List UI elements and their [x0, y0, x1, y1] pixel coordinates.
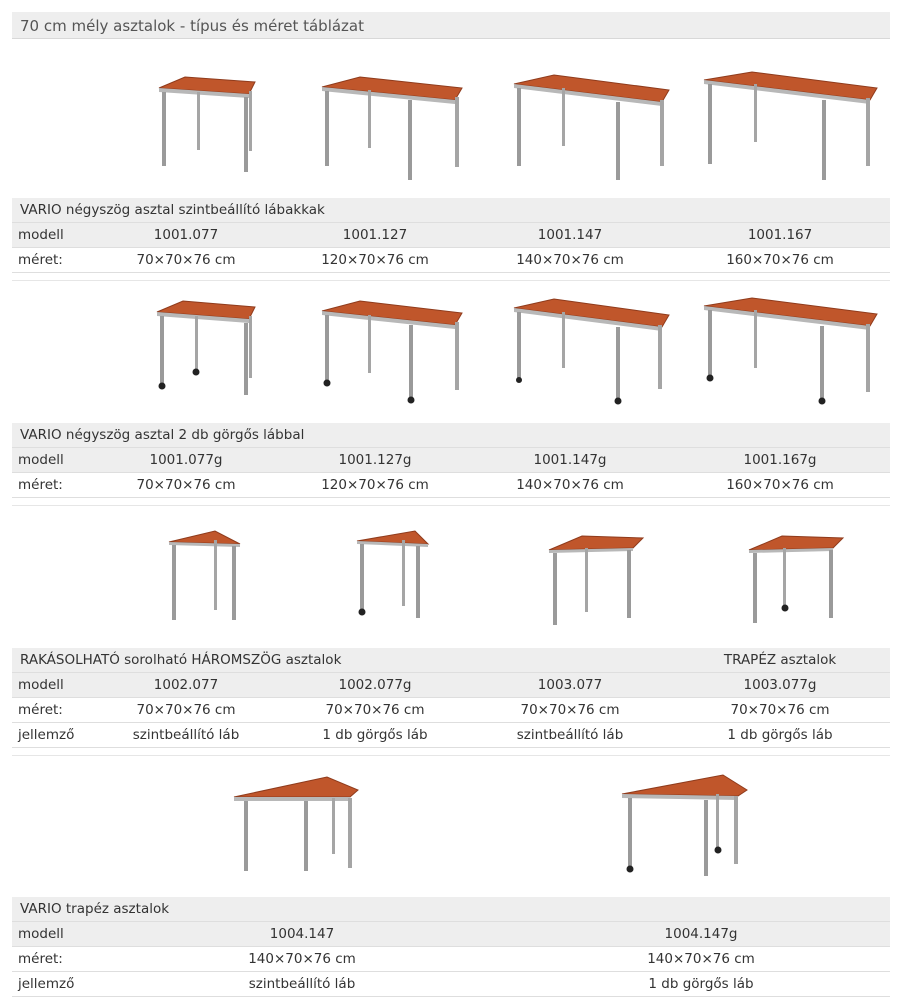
section-header-right: TRAPÉZ asztalok: [670, 648, 890, 673]
feature-cell: szintbeállító láb: [92, 723, 280, 748]
table-image-1001-077g: [155, 296, 267, 401]
table-image-1001-167: [702, 70, 882, 182]
size-cell: 160×70×76 cm: [670, 248, 890, 273]
table-image-1003-077: [547, 528, 647, 628]
model-cell: 1001.147: [470, 223, 670, 248]
section-header: VARIO négyszög asztal 2 db görgős lábbal: [12, 423, 890, 448]
size-cell: 140×70×76 cm: [470, 248, 670, 273]
row-label-size: méret:: [12, 248, 92, 273]
page-title: 70 cm mély asztalok - típus és méret táblázat: [12, 12, 890, 39]
section-4-images: [12, 772, 890, 882]
size-cell: 70×70×76 cm: [280, 698, 470, 723]
feature-cell: szintbeállító láb: [470, 723, 670, 748]
model-cell: 1003.077g: [670, 673, 890, 698]
feature-cell: 1 db görgős láb: [670, 723, 890, 748]
size-cell: 70×70×76 cm: [470, 698, 670, 723]
size-cell: 140×70×76 cm: [512, 947, 890, 972]
size-cell: 70×70×76 cm: [670, 698, 890, 723]
table-image-1001-127: [320, 70, 465, 182]
model-cell: 1001.077: [92, 223, 280, 248]
model-cell: 1001.127: [280, 223, 470, 248]
section-1-table: [12, 198, 890, 281]
row-label-size: méret:: [12, 473, 92, 498]
size-cell: 70×70×76 cm: [92, 473, 280, 498]
model-cell: 1001.077g: [92, 448, 280, 473]
table-image-1002-077g: [355, 528, 435, 623]
table-image-1004-147g: [620, 772, 750, 882]
section-2-table: [12, 423, 890, 506]
size-cell: 120×70×76 cm: [280, 473, 470, 498]
size-cell: 140×70×76 cm: [92, 947, 512, 972]
row-label-size: méret:: [12, 947, 92, 972]
size-cell: 140×70×76 cm: [470, 473, 670, 498]
size-cell: 120×70×76 cm: [280, 248, 470, 273]
model-cell: 1001.127g: [280, 448, 470, 473]
model-cell: 1002.077g: [280, 673, 470, 698]
model-cell: 1003.077: [470, 673, 670, 698]
table-image-1002-077: [167, 528, 247, 623]
model-cell: 1001.147g: [470, 448, 670, 473]
section-header-left: RAKÁSOLHATÓ sorolható HÁROMSZÖG asztalok: [12, 648, 670, 673]
table-image-1001-147: [512, 70, 672, 182]
size-cell: 160×70×76 cm: [670, 473, 890, 498]
row-label-model: modell: [12, 673, 92, 698]
table-image-1001-147g: [512, 296, 672, 408]
table-image-1003-077g: [747, 528, 847, 628]
model-cell: 1001.167: [670, 223, 890, 248]
feature-cell: 1 db görgős láb: [512, 972, 890, 997]
size-cell: 70×70×76 cm: [92, 698, 280, 723]
section-header: VARIO trapéz asztalok: [12, 897, 890, 922]
table-image-1004-147: [232, 772, 362, 872]
row-label-model: modell: [12, 448, 92, 473]
size-cell: 70×70×76 cm: [92, 248, 280, 273]
feature-cell: szintbeállító láb: [92, 972, 512, 997]
row-label-feature: jellemző: [12, 972, 92, 997]
model-cell: 1004.147: [92, 922, 512, 947]
row-label-feature: jellemző: [12, 723, 92, 748]
row-label-model: modell: [12, 223, 92, 248]
model-cell: 1001.167g: [670, 448, 890, 473]
table-image-1001-077: [157, 70, 267, 175]
section-2-images: [12, 296, 890, 411]
row-label-size: méret:: [12, 698, 92, 723]
section-3-images: [12, 528, 890, 628]
row-label-model: modell: [12, 922, 92, 947]
section-1-images: [12, 70, 890, 185]
section-header: VARIO négyszög asztal szintbeállító lábakkak: [12, 198, 890, 223]
table-image-1001-167g: [702, 296, 882, 408]
table-image-1001-127g: [320, 296, 465, 408]
model-cell: 1004.147g: [512, 922, 890, 947]
feature-cell: 1 db görgős láb: [280, 723, 470, 748]
model-cell: 1002.077: [92, 673, 280, 698]
section-4-table: [12, 897, 890, 997]
section-3-table: [12, 648, 890, 756]
